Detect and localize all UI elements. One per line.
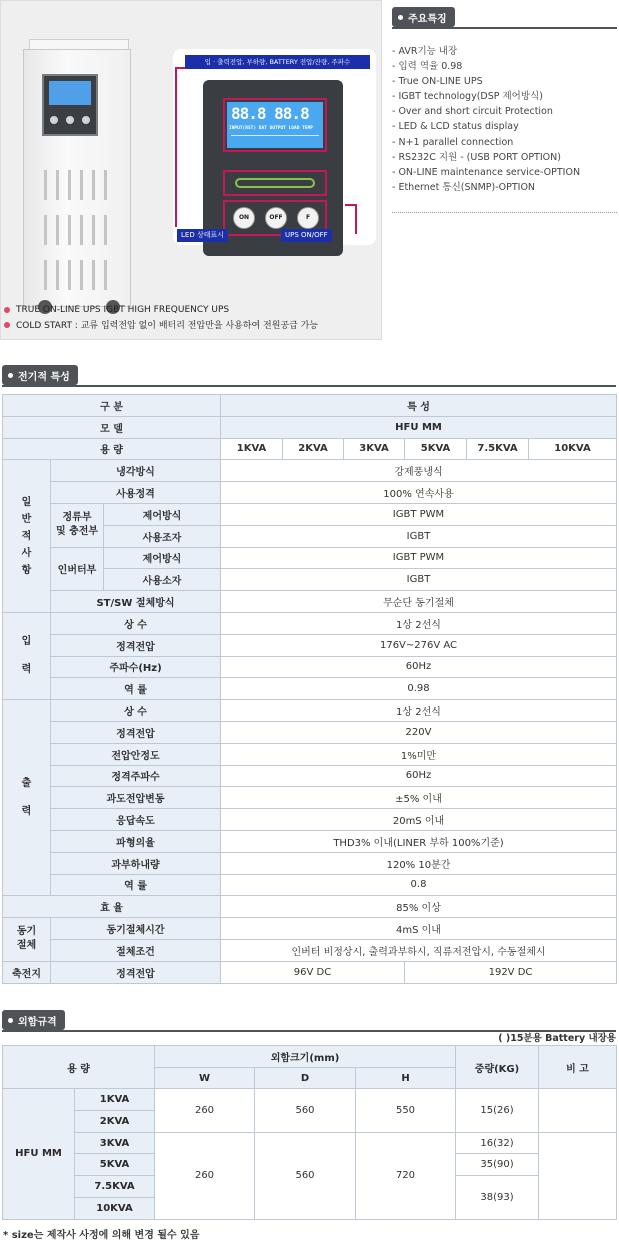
callout-leader-line — [175, 67, 185, 227]
dimensions-table — [2, 1045, 617, 1220]
note-value — [539, 1089, 617, 1132]
lcd-display — [227, 102, 323, 148]
cabinet-body — [23, 49, 131, 307]
stsw-value: 무순단 동기절체 — [221, 591, 617, 613]
input-phase-label: 상 수 — [51, 612, 221, 634]
note-value — [539, 1132, 617, 1219]
table-row — [3, 809, 617, 831]
vent-slot — [68, 170, 71, 200]
table-row — [3, 852, 617, 874]
table-row — [3, 656, 617, 678]
depth-value: 560 — [255, 1132, 356, 1219]
rating-label: 사용정격 — [51, 482, 221, 504]
feature-item: - Over and short circuit Protection — [392, 106, 553, 118]
size-header: 외함크기(mm) — [155, 1046, 456, 1068]
capacity-cell: 2KVA — [75, 1111, 155, 1133]
vent-slot — [92, 170, 95, 200]
vent-slot — [80, 215, 83, 245]
response-value: 20mS 이내 — [221, 809, 617, 831]
weight-value: 38(93) — [456, 1176, 539, 1219]
distortion-value: THD3% 이내(LINER 부하 100%기준) — [221, 830, 617, 852]
input-freq-value: 60Hz — [221, 656, 617, 678]
cabinet-lcd-screen — [49, 81, 91, 105]
output-phase-label: 상 수 — [51, 700, 221, 722]
stability-label: 전압안정도 — [51, 743, 221, 765]
input-voltage-value: 176V~276V AC — [221, 634, 617, 656]
bullet-icon — [398, 15, 403, 20]
feature-item: - True ON-LINE UPS — [392, 76, 483, 88]
input-freq-label: 주파수(Hz) — [51, 656, 221, 678]
response-label: 응답속도 — [51, 809, 221, 831]
vent-slot — [80, 170, 83, 200]
sync-group-label: 동기 절체 — [3, 918, 51, 962]
battery-voltage-b: 192V DC — [405, 961, 617, 983]
table-row — [3, 678, 617, 700]
capacity-label: 용 량 — [3, 438, 221, 460]
table-row — [3, 918, 617, 940]
inv-device-label: 사용소자 — [104, 569, 221, 591]
overload-value: 120% 10분간 — [221, 852, 617, 874]
vent-slot — [68, 260, 71, 290]
capacity-cell: 2KVA — [283, 438, 344, 460]
table-row — [3, 591, 617, 613]
table-row — [3, 438, 617, 460]
weight-value: 15(26) — [456, 1089, 539, 1132]
product-image-panel — [0, 0, 382, 340]
feature-item: - 입력 역율 0.98 — [392, 61, 463, 73]
vent-slot — [104, 260, 107, 290]
vent-slot — [104, 170, 107, 200]
output-group-label: 출 력 — [3, 700, 51, 896]
product-note — [4, 317, 382, 332]
weight-value: 35(90) — [456, 1154, 539, 1176]
dimensions-heading — [2, 1010, 65, 1030]
capacity-cell: 7.5KVA — [467, 438, 529, 460]
feature-item: - RS232C 지원 - (USB PORT OPTION) — [392, 151, 561, 163]
weight-value: 16(32) — [456, 1132, 539, 1154]
battery-voltage-label: 정격전압 — [51, 961, 221, 983]
off-button: OFF — [265, 207, 287, 229]
note-header: 비 고 — [539, 1046, 617, 1089]
distortion-label: 파형의율 — [51, 830, 221, 852]
product-note-text: TRUE ON-LINE UPS IGBT HIGH FREQUENCY UPS — [16, 304, 230, 315]
rect-control-label: 제어방식 — [104, 503, 221, 525]
product-note-text: COLD START : 교류 입력전압 없이 배터리 전압만을 사용하여 전원공급 가능 — [16, 321, 319, 331]
table-row — [3, 460, 617, 482]
table-row — [3, 939, 617, 961]
table-row — [3, 874, 617, 896]
feature-item: - LED & LCD status display — [392, 121, 519, 133]
cabinet-lcd-panel — [42, 74, 98, 136]
efficiency-label: 효 율 — [3, 896, 221, 918]
cooling-value: 강제풍냉식 — [221, 460, 617, 482]
output-freq-label: 정격주파수 — [51, 765, 221, 787]
panel-title-label: 입 · 출력전압, 부하량, BATTERY 전압/잔량, 주파수 — [185, 55, 370, 69]
height-value: 550 — [356, 1089, 456, 1132]
table-row — [3, 787, 617, 809]
feature-item: - IGBT technology(DSP 제어방식) — [392, 91, 543, 103]
spec-header: 특 성 — [221, 395, 617, 417]
table-row — [3, 503, 617, 525]
electrical-heading-text: 전기적 특성 — [18, 371, 70, 383]
bullet-icon — [4, 322, 10, 328]
feature-item: - Ethernet 통신(SNMP)-OPTION — [392, 181, 536, 193]
bullet-icon — [8, 373, 13, 378]
table-row — [3, 634, 617, 656]
inv-control-value: IGBT PWM — [221, 547, 617, 569]
cabinet-button — [66, 116, 74, 124]
bullet-icon — [4, 307, 10, 313]
battery-voltage-a: 96V DC — [221, 961, 405, 983]
sync-cond-label: 절체조건 — [51, 939, 221, 961]
depth-value: 560 — [255, 1089, 356, 1132]
capacity-cell: 10KVA — [75, 1197, 155, 1219]
output-freq-value: 60Hz — [221, 765, 617, 787]
model-label: 모 델 — [3, 416, 221, 438]
battery-note: ( )15분용 Battery 내장용 — [498, 1033, 616, 1044]
cabinet-button — [82, 116, 90, 124]
table-row — [3, 896, 617, 918]
rect-device-value: IGBT — [221, 525, 617, 547]
table-row — [3, 765, 617, 787]
stsw-label: ST/SW 절체방식 — [51, 591, 221, 613]
lcd-caption: INPUT(RST) BAT OUTPUT LOAD TEMP — [229, 126, 313, 131]
table-row — [3, 482, 617, 504]
product-notes — [4, 302, 382, 332]
capacity-header: 용 량 — [3, 1046, 155, 1089]
stability-value: 1%미만 — [221, 743, 617, 765]
output-voltage-value: 220V — [221, 721, 617, 743]
features-heading-text: 주요특징 — [408, 13, 447, 25]
led-status-indicator — [235, 178, 315, 188]
vent-slot — [44, 170, 47, 200]
rectifier-label: 정류부 및 충전부 — [51, 503, 104, 547]
dimensions-heading-text: 외함규격 — [18, 1016, 57, 1028]
height-value: 720 — [356, 1132, 456, 1219]
features-list — [392, 44, 617, 195]
transient-value: ±5% 이내 — [221, 787, 617, 809]
capacity-cell: 7.5KVA — [75, 1176, 155, 1198]
lcd-digits: 88.8 88.8 — [231, 104, 309, 123]
table-row — [3, 1089, 617, 1111]
lcd-status-bar — [231, 135, 319, 144]
rect-device-label: 사용조자 — [104, 525, 221, 547]
led-status-callout: LED 상태표시 — [177, 229, 228, 242]
capacity-cell: 1KVA — [221, 438, 283, 460]
model-value: HFU MM — [221, 416, 617, 438]
weight-header: 중량(KG) — [456, 1046, 539, 1089]
bullet-icon — [8, 1018, 13, 1023]
vent-slot — [80, 260, 83, 290]
inverter-label: 인버터부 — [51, 547, 104, 591]
transient-label: 과도전압변동 — [51, 787, 221, 809]
table-row — [3, 612, 617, 634]
input-pf-label: 역 률 — [51, 678, 221, 700]
table-row — [3, 1132, 617, 1154]
size-footnote: * size는 제작사 사정에 의해 변경 될수 있음 — [3, 1230, 200, 1241]
features-bottom-rule — [392, 212, 617, 213]
feature-item: - ON-LINE maintenance service-OPTION — [392, 166, 581, 178]
input-voltage-label: 정격전압 — [51, 634, 221, 656]
width-value: 260 — [155, 1132, 255, 1219]
sync-time-value: 4mS 이내 — [221, 918, 617, 940]
table-row — [3, 1046, 617, 1068]
vent-slot — [92, 260, 95, 290]
on-button: ON — [233, 207, 255, 229]
table-row — [3, 395, 617, 417]
vent-slot — [44, 215, 47, 245]
vent-slot — [68, 215, 71, 245]
table-row — [3, 416, 617, 438]
overload-label: 과부하내량 — [51, 852, 221, 874]
electrical-heading — [2, 365, 78, 385]
input-group-label: 입 력 — [3, 612, 51, 699]
output-voltage-label: 정격전압 — [51, 721, 221, 743]
function-button: F — [297, 207, 319, 229]
vent-slot — [56, 170, 59, 200]
ups-onoff-callout: UPS ON/OFF — [281, 229, 332, 242]
model-cell: HFU MM — [3, 1089, 75, 1219]
electrical-heading-rule — [2, 385, 616, 387]
rating-value: 100% 연속사용 — [221, 482, 617, 504]
height-header: H — [356, 1067, 456, 1089]
vent-slot — [104, 215, 107, 245]
efficiency-value: 85% 이상 — [221, 896, 617, 918]
output-pf-label: 역 률 — [51, 874, 221, 896]
table-row — [3, 547, 617, 569]
led-highlight-frame — [223, 170, 327, 196]
table-row — [3, 743, 617, 765]
sync-time-label: 동기절체시간 — [51, 918, 221, 940]
input-phase-value: 1상 2선식 — [221, 612, 617, 634]
input-pf-value: 0.98 — [221, 678, 617, 700]
control-panel-closeup — [173, 49, 376, 245]
category-header: 구 분 — [3, 395, 221, 417]
capacity-cell: 3KVA — [75, 1132, 155, 1154]
vent-slot — [56, 215, 59, 245]
electrical-spec-table — [2, 394, 617, 984]
features-heading-rule — [392, 27, 617, 29]
capacity-cell: 5KVA — [405, 438, 467, 460]
inv-device-value: IGBT — [221, 569, 617, 591]
inv-control-label: 제어방식 — [104, 547, 221, 569]
capacity-cell: 1KVA — [75, 1089, 155, 1111]
product-note — [4, 302, 382, 317]
general-group-label: 일 반 적 사 항 — [3, 460, 51, 613]
battery-group-label: 축전지 — [3, 961, 51, 983]
table-row — [3, 700, 617, 722]
table-row — [3, 961, 617, 983]
capacity-cell: 3KVA — [344, 438, 405, 460]
vent-slot — [92, 215, 95, 245]
capacity-cell: 10KVA — [529, 438, 617, 460]
table-row — [3, 721, 617, 743]
width-header: W — [155, 1067, 255, 1089]
cabinet-button — [50, 116, 58, 124]
table-row — [3, 830, 617, 852]
ups-cabinet-image — [23, 39, 131, 277]
feature-item: - N+1 parallel connection — [392, 136, 514, 148]
width-value: 260 — [155, 1089, 255, 1132]
feature-item: - AVR기능 내장 — [392, 46, 458, 57]
vent-slot — [44, 260, 47, 290]
features-heading — [392, 7, 455, 27]
output-phase-value: 1상 2선식 — [221, 700, 617, 722]
sync-cond-value: 인버터 비정상시, 출력과부하시, 직류저전압시, 수동절체시 — [221, 939, 617, 961]
callout-leader-line — [345, 204, 357, 234]
depth-header: D — [255, 1067, 356, 1089]
lcd-highlight-frame — [223, 98, 327, 152]
cooling-label: 냉각방식 — [51, 460, 221, 482]
capacity-cell: 5KVA — [75, 1154, 155, 1176]
rect-control-value: IGBT PWM — [221, 503, 617, 525]
output-pf-value: 0.8 — [221, 874, 617, 896]
vent-slot — [56, 260, 59, 290]
